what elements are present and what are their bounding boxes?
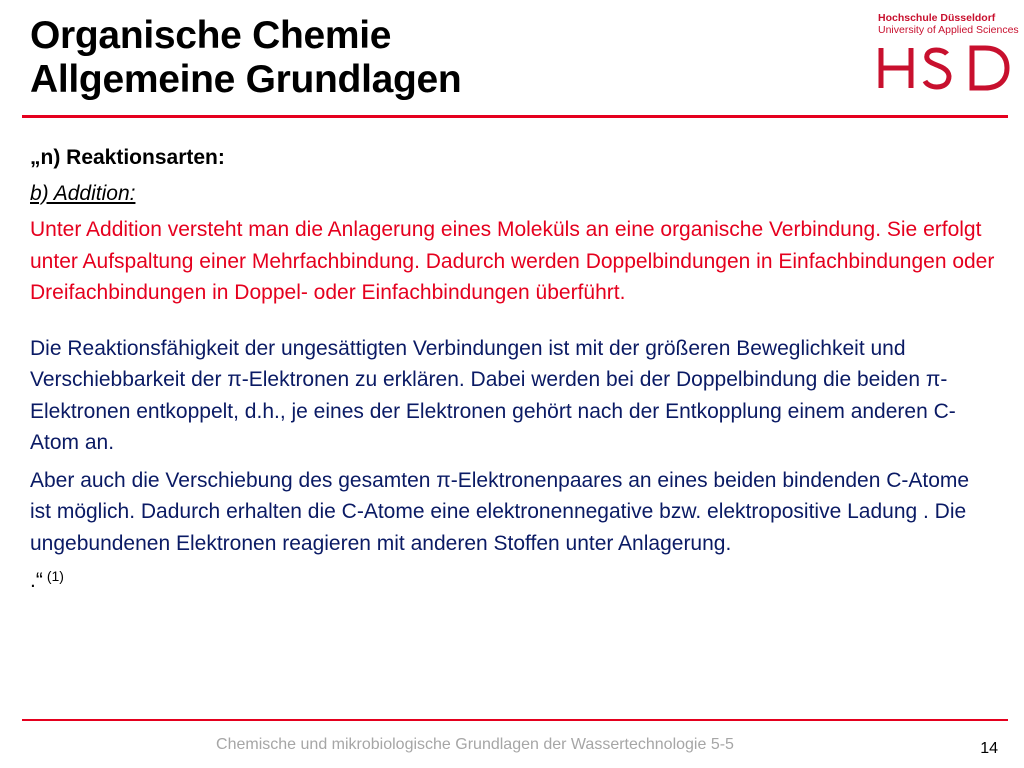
university-name bbox=[878, 12, 1019, 36]
section-heading bbox=[30, 142, 995, 174]
title-line-2: Allgemeine Grundlagen bbox=[30, 58, 462, 101]
heading-text: n) Reaktionsarten: bbox=[40, 146, 225, 169]
university-name-en: University of Applied Sciences bbox=[878, 24, 1019, 36]
footer-course-title: Chemische und mikrobiologische Grundlagen der Wassertechnologie 5-5 bbox=[216, 736, 734, 753]
closing-quote bbox=[30, 561, 995, 597]
footer-divider bbox=[22, 719, 1008, 721]
subsection-heading: b) Addition: bbox=[30, 181, 136, 205]
explanation-paragraph-1: Die Reaktionsfähigkeit der ungesättigten Verbindungen ist mit der größeren Beweglichkeit und Verschiebbarkeit der π-Elektronen zu erklären. Dabei werden bei der Doppelbindung die beiden π-Elektronen entkoppelt, d.h., je eines der Elektronen gehört nach der Entkopplung einem anderen C-Atom an. bbox=[30, 336, 956, 454]
university-name-de: Hochschule Düsseldorf bbox=[878, 12, 996, 24]
title-line-1: Organische Chemie bbox=[30, 14, 392, 57]
closing-quote-mark: .“ bbox=[30, 569, 43, 592]
slide-title bbox=[30, 14, 461, 102]
explanation-paragraph-2: Aber auch die Verschiebung des gesamten π-Elektronenpaares an eines beiden bindenden C-Atome ist möglich. Dadurch erhalten die C-Atome eine elektronennegative bzw. elektropositive Ladung . Die ungebundenen Elektronen reagieren mit anderen Stoffen unter Anlagerung. bbox=[30, 468, 970, 555]
header-divider bbox=[22, 115, 1008, 118]
opening-quote: „ bbox=[30, 146, 41, 169]
page-number: 14 bbox=[980, 740, 998, 757]
definition-paragraph: Unter Addition versteht man die Anlagerung eines Moleküls an eine organische Verbindung. Sie erfolgt unter Aufspaltung einer Mehrfachbindung. Dadurch werden Doppelbindungen in Einfachbindungen oder Dreifachbindungen in Doppel- oder Einfachbindungen überführt. bbox=[30, 218, 995, 304]
slide-body bbox=[30, 142, 995, 597]
hsd-logo bbox=[877, 44, 1011, 92]
footnote-ref: (1) bbox=[46, 568, 64, 584]
